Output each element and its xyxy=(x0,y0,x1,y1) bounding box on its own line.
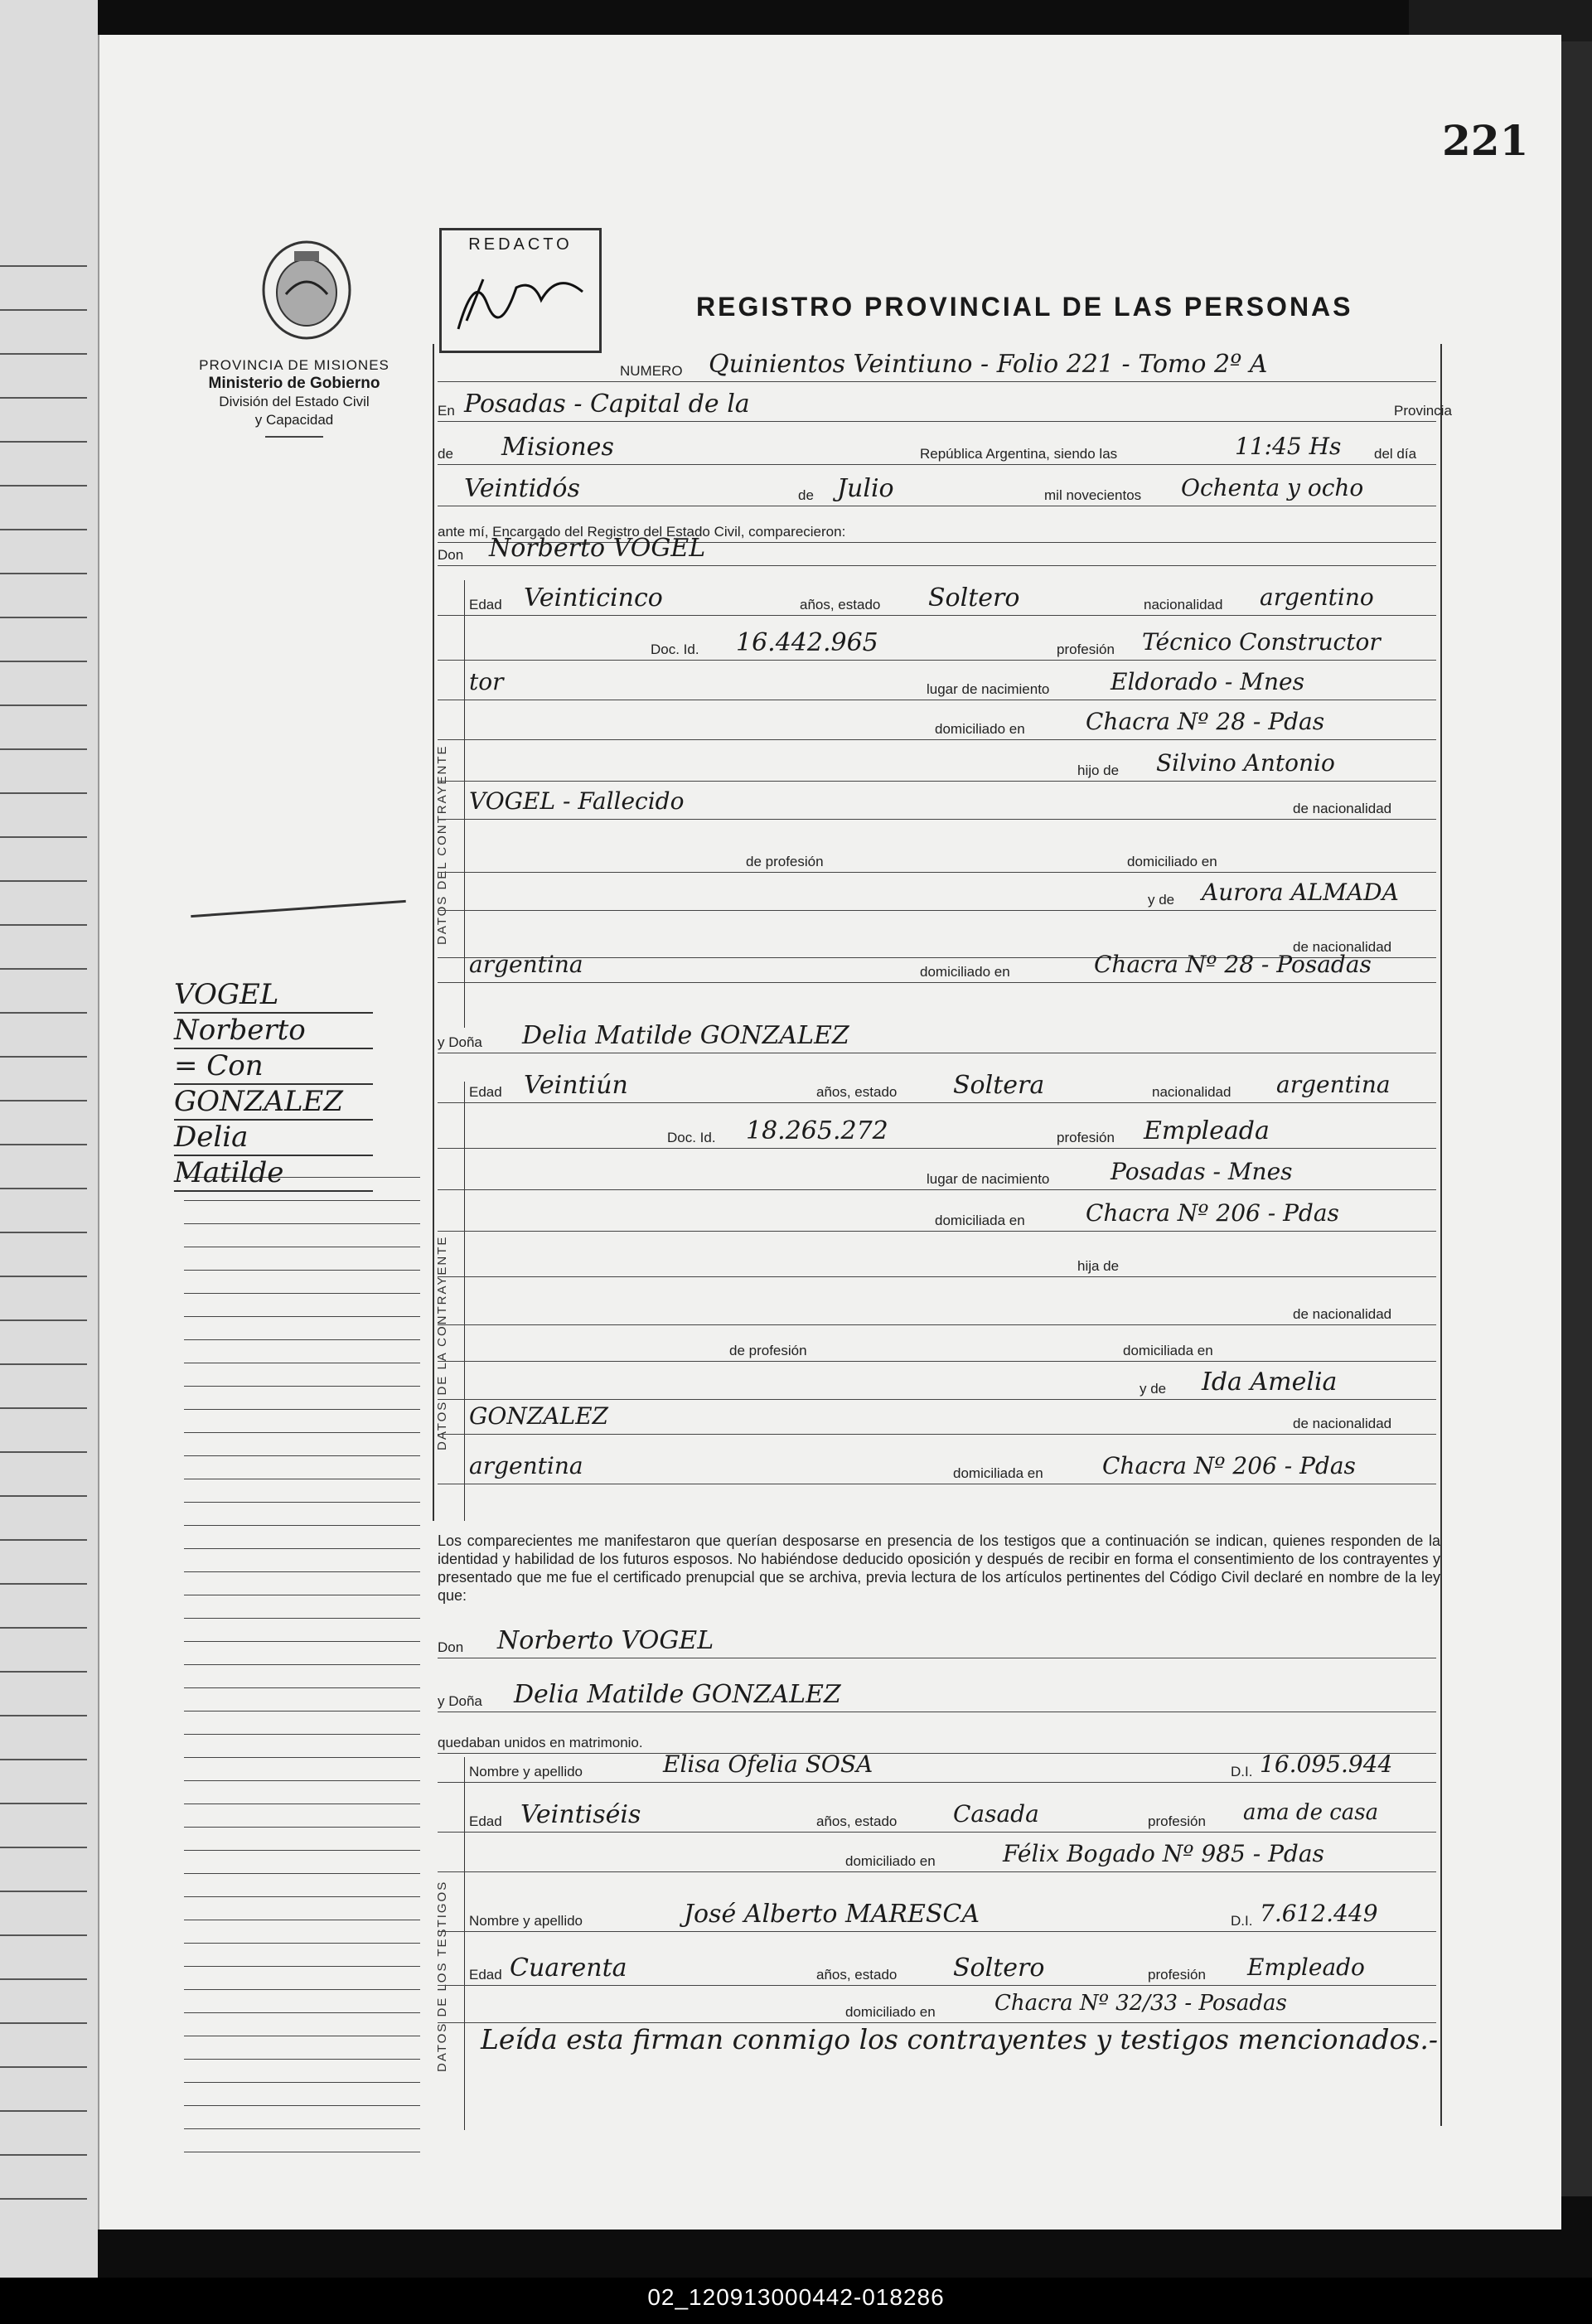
book-cover-right xyxy=(1558,41,1592,2196)
ruled-line xyxy=(0,1056,87,1058)
printed-label: de nacionalidad xyxy=(1293,801,1392,816)
ruled-line xyxy=(0,1407,87,1409)
form-line xyxy=(438,1361,1436,1362)
handwritten-entry: Ochenta y ocho xyxy=(1181,474,1364,501)
province-seal-icon xyxy=(253,236,360,344)
ruled-line xyxy=(0,529,87,530)
margin-ruled-line xyxy=(184,2059,420,2060)
printed-label: de profesión xyxy=(729,1343,807,1358)
margin-ruled-line xyxy=(184,1502,420,1503)
printed-label: Nombre y apellido xyxy=(469,1913,583,1929)
printed-label: Edad xyxy=(469,1967,502,1983)
printed-label: Doc. Id. xyxy=(667,1130,716,1145)
handwritten-entry: Norberto VOGEL xyxy=(497,1626,714,1655)
printed-label: D.I. xyxy=(1231,1913,1253,1929)
form-line xyxy=(438,1148,1436,1149)
printed-label: años, estado xyxy=(816,1813,898,1829)
ruled-line xyxy=(0,1934,87,1936)
ruled-line xyxy=(0,1759,87,1760)
signature-icon xyxy=(442,254,591,337)
handwritten-entry: 11:45 Hs xyxy=(1235,433,1342,460)
ruled-line xyxy=(0,1891,87,1892)
form-line xyxy=(438,1434,1436,1435)
form-line xyxy=(438,421,1436,422)
printed-label: domiciliado en xyxy=(1127,854,1217,869)
margin-ruled-line xyxy=(184,1850,420,1851)
printed-label: de profesión xyxy=(746,854,824,869)
margin-ruled-line xyxy=(184,1780,420,1781)
document-title: REGISTRO PROVINCIAL DE LAS PERSONAS xyxy=(696,292,1353,322)
margin-ruled-line xyxy=(184,1966,420,1967)
form-line xyxy=(438,1931,1436,1932)
margin-ruled-line xyxy=(184,1200,420,1201)
margin-ruled-line xyxy=(184,1571,420,1572)
handwritten-entry: Delia Matilde GONZALEZ xyxy=(522,1021,849,1050)
ruled-line xyxy=(0,1232,87,1233)
ruled-line xyxy=(0,924,87,926)
ruled-line xyxy=(0,968,87,970)
form-line xyxy=(438,1832,1436,1833)
declaration-text: Los comparecientes me manifestaron que querían desposarse en presencia de los testigos que a continuación se indican, quienes responden de la identidad y habilidad de los futuros esposos. No habiéndose deducido oposición y después de recibir en forma el consentimiento de los contrayentes y presentado que me fue el certificado prenupcial que se archiva, previa lectura de los artículos pertinentes del Código Civil declaré en nombre de la ley que: xyxy=(438,1532,1440,1604)
form-line xyxy=(438,464,1436,465)
margin-ruled-line xyxy=(184,1386,420,1387)
handwritten-entry: Chacra Nº 206 - Pdas xyxy=(1102,1452,1356,1479)
printed-label: de nacionalidad xyxy=(1293,939,1392,955)
handwritten-entry: argentina xyxy=(1276,1071,1391,1098)
form-right-border xyxy=(1440,344,1442,2126)
handwritten-entry: Soltero xyxy=(953,1954,1045,1983)
form-line xyxy=(438,739,1436,740)
handwritten-entry: Silvino Antonio xyxy=(1156,749,1335,777)
printed-label: de xyxy=(438,446,453,462)
margin-ruled-line xyxy=(184,1641,420,1642)
ruled-line xyxy=(0,1100,87,1101)
ruled-line xyxy=(0,1978,87,1980)
margin-note-line: VOGEL xyxy=(174,978,373,1014)
margin-ruled-line xyxy=(184,1223,420,1224)
printed-label: mil novecientos xyxy=(1044,487,1142,503)
form-line xyxy=(438,1276,1436,1277)
handwritten-entry: Norberto VOGEL xyxy=(489,534,706,563)
printed-label: profesión xyxy=(1057,1130,1115,1145)
handwritten-entry: Técnico Constructor xyxy=(1142,628,1381,656)
printed-label: y de xyxy=(1148,892,1175,908)
printed-label: años, estado xyxy=(816,1967,898,1983)
form-line xyxy=(438,982,1436,983)
handwritten-entry: Ida Amelia xyxy=(1202,1368,1338,1397)
ruled-line xyxy=(0,792,87,794)
printed-label: y de xyxy=(1140,1381,1167,1397)
footer-code: 02_120913000442-018286 xyxy=(647,2284,945,2310)
margin-ruled-line xyxy=(184,1664,420,1665)
printed-label: ante mí, Encargado del Registro del Estado Civil, comparecieron: xyxy=(438,524,846,540)
handwritten-entry: Quinientos Veintiuno - Folio 221 - Tomo 2º A xyxy=(709,350,1268,379)
printed-label: quedaban unidos en matrimonio. xyxy=(438,1735,643,1750)
printed-label: República Argentina, siendo las xyxy=(920,446,1118,462)
ruled-line xyxy=(0,748,87,750)
form-line xyxy=(438,1324,1436,1325)
printed-label: Nombre y apellido xyxy=(469,1764,583,1779)
ruled-line xyxy=(0,1671,87,1673)
margin-ruled-line xyxy=(184,1827,420,1828)
ruled-line xyxy=(0,2154,87,2156)
margin-ruled-line xyxy=(184,1432,420,1433)
handwritten-entry: argentino xyxy=(1260,583,1374,611)
witness-side-label: DATOS DE LOS TESTIGOS xyxy=(435,1880,449,2072)
margin-ruled-line xyxy=(184,1873,420,1874)
ruled-line xyxy=(0,704,87,706)
ruled-line xyxy=(0,2022,87,2024)
handwritten-entry: Chacra Nº 32/33 - Posadas xyxy=(994,1991,1287,2016)
ruled-line xyxy=(0,1363,87,1365)
handwritten-entry: Veintiséis xyxy=(520,1800,641,1829)
ruled-line xyxy=(0,573,87,574)
printed-label: hijo de xyxy=(1077,763,1120,778)
margin-ruled-line xyxy=(184,2105,420,2106)
form-line xyxy=(438,1102,1436,1103)
margin-note xyxy=(174,978,373,1192)
ruled-line xyxy=(0,1803,87,1804)
ruled-line xyxy=(0,2198,87,2200)
margin-ruled-line xyxy=(184,1339,420,1340)
form-line xyxy=(438,819,1436,820)
ruled-line xyxy=(0,880,87,882)
printed-label: del día xyxy=(1374,446,1417,462)
handwritten-entry: Elisa Ofelia SOSA xyxy=(663,1750,873,1778)
handwritten-entry: 18.265.272 xyxy=(746,1116,888,1145)
handwritten-entry: 16.095.944 xyxy=(1260,1750,1393,1778)
printed-label: domiciliado en xyxy=(845,1853,936,1869)
handwritten-entry: Chacra Nº 28 - Posadas xyxy=(1094,951,1372,978)
printed-label: domiciliada en xyxy=(953,1465,1043,1481)
handwritten-entry: VOGEL - Fallecido xyxy=(469,787,685,815)
ruled-line xyxy=(0,1495,87,1497)
ruled-line xyxy=(0,441,87,443)
printed-label: de nacionalidad xyxy=(1293,1416,1392,1431)
printed-label: hija de xyxy=(1077,1258,1120,1274)
margin-ruled-line xyxy=(184,1896,420,1897)
margin-ruled-line xyxy=(184,2012,420,2013)
handwritten-entry: Chacra Nº 28 - Pdas xyxy=(1086,708,1325,735)
handwritten-entry: Veintiún xyxy=(524,1071,628,1100)
printed-label: domiciliado en xyxy=(935,721,1025,737)
printed-label: NUMERO xyxy=(620,363,683,379)
handwritten-entry: Félix Bogado Nº 985 - Pdas xyxy=(1003,1840,1324,1867)
printed-label: Edad xyxy=(469,597,502,612)
ruled-line xyxy=(0,2110,87,2112)
ruled-line xyxy=(0,1144,87,1145)
groom-frame xyxy=(464,580,465,1028)
margin-ruled-line xyxy=(184,1711,420,1712)
form-line xyxy=(438,1782,1436,1783)
page-number: 221 xyxy=(1442,116,1529,165)
handwritten-entry: Veinticinco xyxy=(524,583,663,612)
margin-ruled-line xyxy=(184,2082,420,2083)
printed-label: domiciliado en xyxy=(845,2004,936,2020)
ruled-line xyxy=(0,1319,87,1321)
handwritten-entry: tor xyxy=(469,668,504,695)
margin-ruled-line xyxy=(184,2128,420,2129)
book-spine xyxy=(0,0,98,2324)
margin-ruled-line xyxy=(184,1409,420,1410)
margin-ruled-line xyxy=(184,1757,420,1758)
ruled-line xyxy=(0,1847,87,1848)
margin-ruled-line xyxy=(184,1455,420,1456)
form-line xyxy=(438,1985,1436,1986)
form-line xyxy=(438,910,1436,911)
ruled-line xyxy=(0,1627,87,1629)
margin-ruled-line xyxy=(184,1270,420,1271)
handwritten-entry: Empleado xyxy=(1247,1954,1365,1981)
printed-label: Don xyxy=(438,547,464,563)
printed-label: D.I. xyxy=(1231,1764,1253,1779)
handwritten-entry: Aurora ALMADA xyxy=(1202,879,1399,906)
form-line xyxy=(438,615,1436,616)
capacity-label: y Capacidad xyxy=(254,412,334,428)
ruled-line xyxy=(0,1188,87,1189)
printed-label: nacionalidad xyxy=(1144,597,1223,612)
handwritten-entry: Delia Matilde GONZALEZ xyxy=(514,1680,841,1709)
margin-note-line: = Con xyxy=(174,1049,373,1085)
ruled-line xyxy=(0,485,87,487)
printed-label: años, estado xyxy=(800,597,881,612)
margin-ruled-line xyxy=(184,1943,420,1944)
handwritten-entry: argentina xyxy=(469,1452,583,1479)
form-line xyxy=(438,872,1436,873)
ruled-line xyxy=(0,353,87,355)
printed-label: profesión xyxy=(1148,1967,1206,1983)
printed-label: lugar de nacimiento xyxy=(927,1171,1050,1187)
printed-label: Edad xyxy=(469,1813,502,1829)
margin-ruled-line xyxy=(184,1316,420,1317)
handwritten-entry: Empleada xyxy=(1144,1116,1270,1145)
margin-ruled-line xyxy=(184,1687,420,1688)
printed-label: Edad xyxy=(469,1084,502,1100)
division-label: División del Estado Civil xyxy=(219,394,370,409)
handwritten-entry: 16.442.965 xyxy=(736,628,878,657)
margin-ruled-line xyxy=(184,1989,420,1990)
witness-frame xyxy=(464,1757,465,2130)
redacto-stamp xyxy=(439,228,602,353)
handwritten-entry: ama de casa xyxy=(1243,1800,1379,1825)
handwritten-entry: 7.612.449 xyxy=(1260,1900,1378,1927)
form-line xyxy=(438,1231,1436,1232)
stamp-label: REDACTO xyxy=(468,235,573,254)
margin-ruled-line xyxy=(184,1618,420,1619)
form-line xyxy=(438,565,1436,566)
ruled-line xyxy=(0,1451,87,1453)
handwritten-entry: Eldorado - Mnes xyxy=(1111,668,1304,695)
handwritten-entry: GONZALEZ xyxy=(469,1402,608,1430)
handwritten-entry: Cuarenta xyxy=(510,1954,627,1983)
printed-label: domiciliada en xyxy=(935,1213,1025,1228)
handwritten-entry: Posadas - Mnes xyxy=(1111,1158,1293,1185)
handwritten-entry: Chacra Nº 206 - Pdas xyxy=(1086,1199,1339,1227)
margin-note-line: GONZALEZ xyxy=(174,1085,373,1121)
ruled-line xyxy=(0,1276,87,1277)
province-label: PROVINCIA DE MISIONES xyxy=(199,357,390,373)
ruled-line xyxy=(0,397,87,399)
ruled-line xyxy=(0,617,87,618)
ruled-line xyxy=(0,265,87,267)
printed-label: nacionalidad xyxy=(1152,1084,1232,1100)
printed-label: Don xyxy=(438,1639,464,1655)
printed-label: En xyxy=(438,403,455,419)
form-line xyxy=(438,381,1436,382)
ruled-line xyxy=(0,2066,87,2068)
handwritten-entry: Casada xyxy=(953,1800,1039,1828)
margin-ruled-line xyxy=(184,1525,420,1526)
margin-ruled-line xyxy=(184,1734,420,1735)
form-frame xyxy=(433,344,434,1521)
closing-text: Leída esta firman conmigo los contrayentes y testigos mencionados.- xyxy=(481,2023,1438,2055)
margin-note-line: Norberto xyxy=(174,1014,373,1049)
handwritten-entry: Soltera xyxy=(953,1071,1045,1100)
ruled-line xyxy=(0,1012,87,1014)
handwritten-entry: Soltero xyxy=(928,583,1020,612)
handwritten-entry: Posadas - Capital de la xyxy=(464,390,750,419)
printed-label: y Doña xyxy=(438,1693,482,1709)
form-line xyxy=(438,781,1436,782)
handwritten-entry: Veintidós xyxy=(464,474,580,503)
margin-note-line: Delia xyxy=(174,1121,373,1156)
form-line xyxy=(438,1189,1436,1190)
groom-side-label: DATOS DEL CONTRAYENTE xyxy=(435,744,449,945)
printed-label: profesión xyxy=(1057,642,1115,657)
printed-label: y Doña xyxy=(438,1034,482,1050)
ruled-line xyxy=(0,836,87,838)
ministry-label: Ministerio de Gobierno xyxy=(208,375,380,392)
margin-ruled-line xyxy=(184,1293,420,1294)
handwritten-entry: Julio xyxy=(837,474,894,503)
handwritten-entry: argentina xyxy=(469,951,583,978)
printed-label: años, estado xyxy=(816,1084,898,1100)
printed-label: Provincia xyxy=(1394,403,1452,419)
printed-label: de nacionalidad xyxy=(1293,1306,1392,1322)
printed-label: Doc. Id. xyxy=(651,642,699,657)
margin-note-line: Matilde xyxy=(174,1156,373,1192)
printed-label: lugar de nacimiento xyxy=(927,681,1050,697)
printed-label: de xyxy=(798,487,814,503)
form-line xyxy=(438,1399,1436,1400)
handwritten-entry: José Alberto MARESCA xyxy=(684,1900,980,1929)
ruled-line xyxy=(0,1583,87,1585)
form-line xyxy=(438,660,1436,661)
printed-label: domiciliada en xyxy=(1123,1343,1213,1358)
ruled-line xyxy=(0,1539,87,1541)
form-line xyxy=(438,1871,1436,1872)
ruled-line xyxy=(0,661,87,662)
bride-side-label: DATOS DE LA CONTRAYENTE xyxy=(435,1235,449,1450)
handwritten-entry: Misiones xyxy=(501,433,614,462)
printed-label: domiciliado en xyxy=(920,964,1010,980)
ruled-line xyxy=(0,1715,87,1716)
ruled-line xyxy=(0,309,87,311)
margin-ruled-line xyxy=(184,1548,420,1549)
printed-label: profesión xyxy=(1148,1813,1206,1829)
